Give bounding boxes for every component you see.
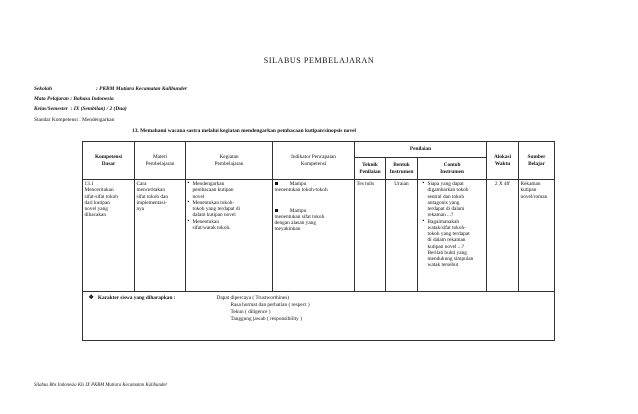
header-text: Sumber bbox=[527, 154, 546, 161]
col-alokasi bbox=[487, 142, 519, 180]
header-text: Pembelajaran bbox=[145, 160, 175, 167]
header-text: Pembelajaran bbox=[214, 160, 244, 167]
karakter-label: Karakter siswa yang diharapkan : bbox=[97, 295, 176, 301]
col-indikator bbox=[273, 142, 355, 180]
cell-text: dari kutipan bbox=[84, 199, 110, 206]
cell-text: tokoh yang terdapat bbox=[427, 231, 470, 237]
cell-text: tokoh yang terdapat di bbox=[192, 206, 241, 212]
cell-text: antagonis yang bbox=[427, 199, 460, 206]
cell-alokasi bbox=[487, 180, 519, 292]
karakter-block bbox=[85, 293, 553, 339]
cell-contoh bbox=[418, 180, 487, 292]
table-header-row bbox=[83, 142, 555, 158]
cell-text: sifat-sifat tokoh bbox=[84, 193, 118, 200]
cell-text: mendukung simpulan bbox=[427, 256, 474, 262]
cell-text: 2 X 40' bbox=[494, 181, 511, 187]
cell-teknik bbox=[355, 180, 386, 292]
karakter-label-wrap bbox=[89, 295, 176, 302]
header-text: Kegiatan bbox=[219, 154, 239, 161]
cell-text: novel/roman bbox=[520, 193, 548, 200]
header-text: Alokasi bbox=[493, 154, 512, 161]
header-value: Bahasa Indonesia bbox=[73, 96, 114, 102]
header-text: Waktu bbox=[494, 160, 511, 167]
cell-text: ▪ Mendengarkan bbox=[192, 181, 225, 187]
col-bentuk bbox=[386, 158, 418, 180]
cell-text: Menceritakan bbox=[84, 187, 114, 194]
table-row bbox=[83, 180, 555, 292]
list-item bbox=[423, 181, 485, 219]
cell-bentuk bbox=[386, 180, 418, 292]
cell-text: ▪ Bagaimanakah bbox=[427, 218, 459, 225]
cell-text: watak/sifat tokoh- bbox=[427, 224, 466, 231]
header-text: Indikator Pencapaian bbox=[291, 154, 336, 161]
cell-text: watak tersebut bbox=[427, 262, 459, 269]
cell-text: Uraian bbox=[394, 181, 409, 187]
cell-text: kutipan bbox=[520, 187, 537, 194]
header-text: Kompetensi bbox=[300, 160, 327, 167]
cell-sumber bbox=[519, 180, 555, 292]
cell-karakter bbox=[83, 292, 555, 341]
header-mata-pelajaran bbox=[34, 96, 114, 102]
cell-text: sifat tokoh dan bbox=[136, 193, 168, 200]
page-footer: Silabus Bhs Indonesia Kls IX PKBM Mutiara Kecamatan Kalibunder bbox=[34, 383, 168, 388]
cell-text: rekaman ...? bbox=[427, 212, 454, 219]
cell-kegiatan bbox=[186, 180, 273, 292]
cell-text: meyakinkan bbox=[274, 226, 301, 233]
cell-text: terdapat di dalam bbox=[427, 206, 465, 212]
cell-text: di dalam rekaman bbox=[427, 237, 466, 244]
cell-text: ▪ Menentukan tokoh- bbox=[192, 199, 235, 206]
cell-text: sentral dan tokoh bbox=[427, 193, 464, 200]
col-kegiatan bbox=[186, 142, 273, 180]
cell-text: sifat/watak tokoh. bbox=[192, 224, 231, 231]
cell-materi bbox=[135, 180, 186, 292]
cell-text: digambarkan tokoh bbox=[427, 187, 469, 194]
diamond-bullet-icon: ❖ bbox=[88, 295, 94, 301]
cell-text: menentukan sifat tokoh bbox=[274, 213, 325, 220]
header-text: Bentuk bbox=[393, 162, 410, 169]
header-text: Instrumen bbox=[389, 168, 414, 175]
cell-text: novel yang bbox=[84, 206, 108, 212]
karakter-values bbox=[217, 295, 310, 324]
header-text: Teknik bbox=[362, 162, 378, 169]
col-kompetensi-dasar bbox=[83, 142, 135, 180]
document-title: SILABUS PEMBELAJARAN bbox=[263, 56, 375, 65]
header-label: Kelas/Semester bbox=[34, 106, 68, 112]
col-sumber bbox=[519, 142, 555, 180]
cell-text: Mampu bbox=[289, 207, 307, 214]
cell-kompetensi-dasar bbox=[83, 180, 135, 292]
header-label: Sekolah bbox=[34, 86, 52, 92]
silabus-table bbox=[82, 141, 555, 341]
cell-text: Tes tulis bbox=[356, 181, 375, 187]
header-text: Kompetensi bbox=[94, 154, 123, 161]
cell-text: Rekaman bbox=[520, 181, 541, 187]
cell-text: dibacakan bbox=[84, 212, 106, 219]
cell-text: 13.1 bbox=[84, 181, 94, 187]
header-sep: : bbox=[70, 106, 73, 112]
cell-text: ▪ Menentukan bbox=[192, 218, 219, 225]
col-contoh bbox=[418, 158, 487, 180]
cell-text: implementasi- bbox=[136, 199, 167, 206]
cell-text: dengan alasan yang bbox=[274, 220, 316, 226]
header-kelas-semester bbox=[34, 106, 127, 112]
karakter-value: Dapat dipercaya ( Trustworthines) bbox=[216, 295, 290, 301]
header-label: Mata Pelajaran bbox=[34, 96, 69, 102]
cell-text: menentukan tokoh-tokoh bbox=[274, 187, 328, 194]
header-sep: : bbox=[70, 96, 73, 102]
karakter-row bbox=[83, 292, 555, 341]
bullet-icon bbox=[275, 182, 278, 185]
spacer bbox=[275, 194, 353, 208]
cell-text: dalam kutipan novel bbox=[192, 212, 236, 219]
list-item bbox=[275, 208, 353, 233]
list-item bbox=[188, 181, 271, 200]
cell-indikator bbox=[273, 180, 355, 292]
cell-text: Mampu bbox=[289, 181, 307, 187]
karakter-value: Rasa hormat dan perhatian ( respect ) bbox=[230, 302, 310, 309]
header-value: IX (Sembilan) / 2 (Dua) bbox=[73, 106, 127, 112]
cell-text: novel bbox=[192, 193, 205, 200]
header-text: Materi bbox=[152, 154, 168, 161]
header-text: Penilaian bbox=[359, 168, 381, 175]
kompetensi-item: 13. Memahami wacana sastra melalui kegiatan mendengarkan pembacaan kutipan/sinopsis novel bbox=[132, 128, 357, 134]
col-penilaian: Penilaian bbox=[355, 142, 487, 158]
cell-text: nya bbox=[136, 206, 145, 212]
cell-text: pembacaan kutipan bbox=[192, 187, 234, 194]
header-sep: : bbox=[96, 86, 98, 92]
list-item bbox=[275, 181, 353, 194]
cell-text: Berilah bukti yang bbox=[427, 249, 467, 256]
col-teknik bbox=[355, 158, 386, 180]
standar-kompetensi: Standar Kompetensi : Mendengarkan bbox=[34, 117, 115, 123]
cell-text: ▪ Siapa yang dapat bbox=[427, 181, 464, 187]
list-item bbox=[188, 200, 271, 219]
header-text: Belajar bbox=[528, 160, 545, 167]
header-text: Instrumen bbox=[440, 168, 464, 175]
list-item bbox=[188, 219, 271, 232]
header-sekolah bbox=[34, 86, 187, 92]
header-text: Contoh bbox=[443, 162, 461, 169]
header-value: PKBM Mutiara Kecamatan Kalibunder bbox=[99, 86, 188, 92]
header-text: Dasar bbox=[101, 160, 116, 167]
bullet-icon bbox=[275, 209, 278, 212]
list-item bbox=[423, 219, 485, 269]
karakter-value: Tanggung jawab ( responsibility ) bbox=[230, 316, 302, 323]
col-materi bbox=[135, 142, 186, 180]
karakter-value: Tekun ( diligence ) bbox=[230, 309, 271, 316]
cell-text: menceritakan bbox=[136, 187, 166, 194]
cell-text: Cara bbox=[136, 181, 147, 187]
cell-text: kutipan novel ...? bbox=[427, 243, 465, 250]
